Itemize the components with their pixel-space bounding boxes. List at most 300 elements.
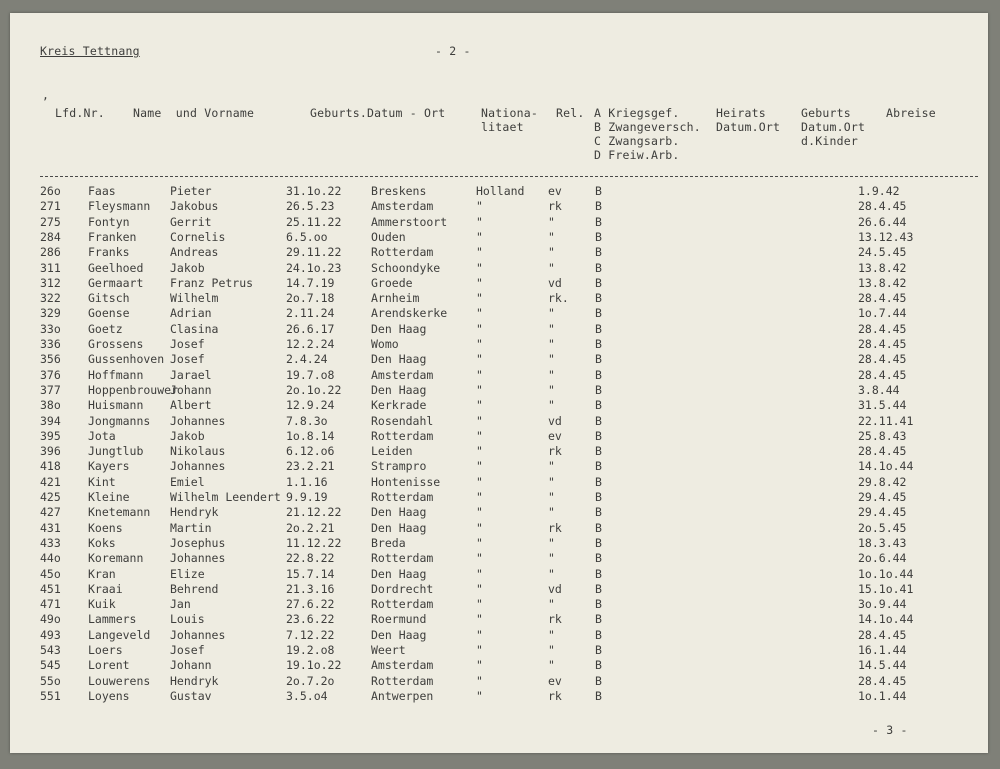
- row-number: 271: [40, 199, 61, 214]
- category: B: [595, 382, 602, 397]
- col-header-marriage: Heirats Datum.Ort: [716, 106, 781, 134]
- given-name: Wilhelm Leendert: [170, 490, 281, 504]
- row-number: 33o: [40, 321, 61, 336]
- birth-place: Kerkrade: [371, 398, 427, 413]
- table-row: [10, 398, 988, 413]
- nationality: ": [476, 581, 483, 596]
- nationality: ": [476, 428, 483, 443]
- surname: Hoppenbrouwer: [88, 382, 179, 397]
- religion: rk: [548, 688, 562, 703]
- nationality: ": [476, 520, 483, 535]
- birth-place: Ammerstoort: [371, 214, 448, 229]
- surname: Loers: [88, 643, 123, 657]
- religion: ": [548, 260, 555, 275]
- category: B: [595, 260, 602, 275]
- category: B: [595, 229, 602, 244]
- nationality: ": [476, 398, 483, 413]
- row-number: 431: [40, 520, 61, 535]
- departure-date: 28.4.45: [858, 337, 907, 351]
- row-number: 329: [40, 306, 61, 321]
- surname: Goetz: [88, 321, 123, 336]
- surname: Jota: [88, 428, 116, 443]
- birth-date: 23.6.22: [286, 612, 335, 627]
- religion: ": [548, 229, 555, 244]
- birth-date: 11.12.22: [286, 535, 342, 550]
- surname: Koens: [88, 520, 123, 535]
- religion: ": [548, 566, 555, 581]
- birth-date: 26.5.23: [286, 199, 335, 214]
- row-number: 356: [40, 352, 61, 367]
- birth-place: Den Haag: [371, 352, 427, 367]
- nationality: ": [476, 382, 483, 397]
- birth-date: 3.5.o4: [286, 688, 328, 703]
- religion: rk.: [548, 291, 569, 306]
- birth-place: Den Haag: [371, 520, 427, 535]
- table-row: [10, 322, 988, 337]
- table-row: [10, 383, 988, 398]
- nationality: ": [476, 367, 483, 382]
- religion: ": [548, 551, 555, 566]
- table-row: [10, 674, 988, 689]
- row-number: 311: [40, 260, 61, 275]
- table-row: [10, 567, 988, 582]
- table-row: [10, 215, 988, 230]
- birth-place: Antwerpen: [371, 688, 434, 703]
- given-name: Emiel: [170, 474, 205, 489]
- departure-date: 1.9.42: [858, 184, 900, 198]
- surname: Loyens: [88, 688, 130, 703]
- nationality: ": [476, 214, 483, 229]
- row-number: 418: [40, 459, 61, 474]
- surname: Germaart: [88, 275, 144, 290]
- category: B: [595, 597, 602, 612]
- surname: Lorent: [88, 658, 130, 673]
- birth-place: Arnheim: [371, 291, 420, 306]
- religion: ": [548, 658, 555, 673]
- surname: Hoffmann: [88, 367, 144, 382]
- religion: ev: [548, 673, 562, 688]
- row-number: 551: [40, 688, 61, 703]
- category: B: [595, 444, 602, 459]
- category: B: [595, 367, 602, 382]
- birth-date: 6.5.oo: [286, 229, 328, 244]
- given-name: Jakob: [170, 260, 205, 275]
- surname: Kraai: [88, 581, 123, 596]
- document-title: Kreis Tettnang: [40, 44, 140, 58]
- birth-place: Arendskerke: [371, 306, 448, 321]
- row-number: 394: [40, 413, 61, 428]
- departure-date: 28.4.45: [858, 627, 907, 642]
- departure-date: 29.4.45: [858, 490, 907, 504]
- row-number: 376: [40, 367, 61, 382]
- nationality: ": [476, 413, 483, 428]
- religion: vd: [548, 413, 562, 428]
- category: B: [595, 184, 602, 198]
- religion: ": [548, 398, 555, 413]
- given-name: Elize: [170, 566, 205, 581]
- nationality: ": [476, 321, 483, 336]
- departure-date: 28.4.45: [858, 444, 907, 459]
- religion: vd: [548, 581, 562, 596]
- document-page: [10, 13, 988, 753]
- departure-date: 28.4.45: [858, 673, 907, 688]
- row-number: 471: [40, 597, 61, 612]
- row-number: 543: [40, 643, 61, 657]
- col-header-category: A Kriegsgef. B Zwangeversch. C Zwangsarb. D Freiw.Arb.: [594, 106, 701, 162]
- birth-date: 21.3.16: [286, 581, 335, 596]
- surname: Fleysmann: [88, 199, 151, 214]
- birth-date: 2.11.24: [286, 306, 335, 321]
- row-number: 55o: [40, 673, 61, 688]
- given-name: Louis: [170, 612, 205, 627]
- surname: Franken: [88, 229, 137, 244]
- table-row: [10, 643, 988, 658]
- table-row: [10, 199, 988, 214]
- religion: ": [548, 627, 555, 642]
- surname: Kleine: [88, 490, 130, 504]
- given-name: Johannes: [170, 627, 226, 642]
- birth-place: Weert: [371, 643, 406, 657]
- given-name: Albert: [170, 398, 212, 413]
- surname: Gitsch: [88, 291, 130, 306]
- table-row: [10, 689, 988, 704]
- nationality: ": [476, 245, 483, 260]
- birth-place: Den Haag: [371, 505, 427, 520]
- table-row: [10, 352, 988, 367]
- departure-date: 14.1o.44: [858, 459, 914, 474]
- row-number: 451: [40, 581, 61, 596]
- given-name: Jarael: [170, 367, 212, 382]
- given-name: Martin: [170, 520, 212, 535]
- given-name: Hendryk: [170, 505, 219, 520]
- table-row: [10, 505, 988, 520]
- row-number: 286: [40, 245, 61, 260]
- surname: Koremann: [88, 551, 144, 566]
- nationality: ": [476, 229, 483, 244]
- religion: ": [548, 214, 555, 229]
- row-number: 45o: [40, 566, 61, 581]
- table-row: [10, 184, 988, 199]
- nationality: ": [476, 673, 483, 688]
- birth-place: Rotterdam: [371, 490, 434, 504]
- birth-date: 22.8.22: [286, 551, 335, 566]
- row-number: 377: [40, 382, 61, 397]
- surname: Fontyn: [88, 214, 130, 229]
- birth-date: 19.7.o8: [286, 367, 335, 382]
- row-number: 493: [40, 627, 61, 642]
- birth-place: Ouden: [371, 229, 406, 244]
- row-number: 545: [40, 658, 61, 673]
- surname: Louwerens: [88, 673, 151, 688]
- birth-date: 24.1o.23: [286, 260, 342, 275]
- birth-place: Dordrecht: [371, 581, 434, 596]
- category: B: [595, 643, 602, 657]
- table-row: [10, 612, 988, 627]
- departure-date: 1o.1.44: [858, 688, 907, 703]
- birth-place: Schoondyke: [371, 260, 441, 275]
- surname: Huismann: [88, 398, 144, 413]
- surname: Lammers: [88, 612, 137, 627]
- table-row: [10, 490, 988, 505]
- birth-place: Amsterdam: [371, 658, 434, 673]
- religion: ": [548, 474, 555, 489]
- nationality: ": [476, 260, 483, 275]
- nationality: ": [476, 459, 483, 474]
- birth-place: Amsterdam: [371, 367, 434, 382]
- departure-date: 18.3.43: [858, 535, 907, 550]
- table-row: [10, 429, 988, 444]
- surname: Faas: [88, 184, 116, 198]
- surname: Grossens: [88, 337, 144, 351]
- row-number: 395: [40, 428, 61, 443]
- surname: Knetemann: [88, 505, 151, 520]
- birth-place: Den Haag: [371, 627, 427, 642]
- departure-date: 1o.1o.44: [858, 566, 914, 581]
- nationality: ": [476, 444, 483, 459]
- surname: Kuik: [88, 597, 116, 612]
- nationality: ": [476, 275, 483, 290]
- departure-date: 28.4.45: [858, 291, 907, 306]
- religion: ": [548, 321, 555, 336]
- departure-date: 28.4.45: [858, 199, 907, 214]
- nationality: Holland: [476, 184, 525, 198]
- birth-date: 15.7.14: [286, 566, 335, 581]
- category: B: [595, 245, 602, 260]
- birth-date: 25.11.22: [286, 214, 342, 229]
- birth-date: 12.2.24: [286, 337, 335, 351]
- religion: ev: [548, 184, 562, 198]
- birth-place: Groede: [371, 275, 413, 290]
- birth-date: 2o.2.21: [286, 520, 335, 535]
- row-number: 284: [40, 229, 61, 244]
- category: B: [595, 474, 602, 489]
- surname: Kayers: [88, 459, 130, 474]
- religion: rk: [548, 199, 562, 214]
- birth-date: 1.1.16: [286, 474, 328, 489]
- religion: ": [548, 245, 555, 260]
- birth-place: Rotterdam: [371, 551, 434, 566]
- category: B: [595, 551, 602, 566]
- birth-date: 1o.8.14: [286, 428, 335, 443]
- given-name: Clasina: [170, 321, 219, 336]
- col-header-name: Name und Vorname: [133, 106, 255, 120]
- given-name: Andreas: [170, 245, 219, 260]
- birth-date: 2o.1o.22: [286, 382, 342, 397]
- departure-date: 28.4.45: [858, 321, 907, 336]
- birth-place: Rotterdam: [371, 428, 434, 443]
- category: B: [595, 214, 602, 229]
- nationality: ": [476, 306, 483, 321]
- given-name: Pieter: [170, 184, 212, 198]
- nationality: ": [476, 474, 483, 489]
- given-name: Adrian: [170, 306, 212, 321]
- birth-date: 31.1o.22: [286, 184, 342, 198]
- birth-date: 19.2.o8: [286, 643, 335, 657]
- nationality: ": [476, 199, 483, 214]
- table-row: [10, 628, 988, 643]
- departure-date: 3o.9.44: [858, 597, 907, 612]
- surname: Jungtlub: [88, 444, 144, 459]
- nationality: ": [476, 643, 483, 657]
- row-number: 38o: [40, 398, 61, 413]
- birth-place: Amsterdam: [371, 199, 434, 214]
- row-number: 275: [40, 214, 61, 229]
- departure-date: 29.4.45: [858, 505, 907, 520]
- birth-place: Strampro: [371, 459, 427, 474]
- table-row: [10, 414, 988, 429]
- birth-date: 23.2.21: [286, 459, 335, 474]
- birth-date: 2.4.24: [286, 352, 328, 367]
- category: B: [595, 581, 602, 596]
- row-number: 421: [40, 474, 61, 489]
- departure-date: 3.8.44: [858, 382, 900, 397]
- given-name: Cornelis: [170, 229, 226, 244]
- given-name: Johann: [170, 658, 212, 673]
- birth-place: Rotterdam: [371, 597, 434, 612]
- birth-date: 14.7.19: [286, 275, 335, 290]
- birth-date: 19.1o.22: [286, 658, 342, 673]
- birth-place: Rosendahl: [371, 413, 434, 428]
- row-number: 336: [40, 337, 61, 351]
- religion: ": [548, 490, 555, 504]
- table-row: [10, 245, 988, 260]
- religion: ": [548, 505, 555, 520]
- category: B: [595, 275, 602, 290]
- birth-date: 21.12.22: [286, 505, 342, 520]
- category: B: [595, 688, 602, 703]
- departure-date: 22.11.41: [858, 413, 914, 428]
- birth-date: 6.12.o6: [286, 444, 335, 459]
- category: B: [595, 627, 602, 642]
- row-number: 427: [40, 505, 61, 520]
- table-row: [10, 521, 988, 536]
- departure-date: 14.1o.44: [858, 612, 914, 627]
- table-row: [10, 475, 988, 490]
- category: B: [595, 520, 602, 535]
- given-name: Josephus: [170, 535, 226, 550]
- given-name: Nikolaus: [170, 444, 226, 459]
- nationality: ": [476, 535, 483, 550]
- religion: ": [548, 382, 555, 397]
- given-name: Josef: [170, 337, 205, 351]
- departure-date: 26.6.44: [858, 214, 907, 229]
- surname: Geelhoed: [88, 260, 144, 275]
- table-row: [10, 337, 988, 352]
- departure-date: 13.12.43: [858, 229, 914, 244]
- religion: ": [548, 459, 555, 474]
- given-name: Jan: [170, 597, 191, 612]
- surname: Kran: [88, 566, 116, 581]
- birth-date: 9.9.19: [286, 490, 328, 504]
- category: B: [595, 612, 602, 627]
- col-header-children: Geburts Datum.Ort d.Kinder: [801, 106, 866, 148]
- col-header-departure: Abreise: [886, 106, 936, 120]
- birth-date: 26.6.17: [286, 321, 335, 336]
- table-row: [10, 658, 988, 673]
- header-divider: [40, 176, 978, 177]
- row-number: 396: [40, 444, 61, 459]
- birth-place: Den Haag: [371, 321, 427, 336]
- surname: Franks: [88, 245, 130, 260]
- birth-place: Den Haag: [371, 566, 427, 581]
- table-row: [10, 551, 988, 566]
- category: B: [595, 321, 602, 336]
- religion: ev: [548, 428, 562, 443]
- surname: Gussenhoven: [88, 352, 165, 367]
- col-header-lfd-nr: Lfd.Nr.: [55, 106, 105, 120]
- birth-place: Den Haag: [371, 382, 427, 397]
- surname: Langeveld: [88, 627, 151, 642]
- surname: Jongmanns: [88, 413, 151, 428]
- birth-date: 2o.7.2o: [286, 673, 335, 688]
- page-number: - 2 -: [435, 44, 471, 58]
- religion: ": [548, 337, 555, 351]
- table-row: [10, 582, 988, 597]
- religion: ": [548, 352, 555, 367]
- religion: ": [548, 306, 555, 321]
- category: B: [595, 291, 602, 306]
- surname: Koks: [88, 535, 116, 550]
- given-name: Franz Petrus: [170, 275, 254, 290]
- nationality: ": [476, 291, 483, 306]
- departure-date: 2o.6.44: [858, 551, 907, 566]
- row-number: 26o: [40, 184, 61, 198]
- religion: ": [548, 597, 555, 612]
- table-row: [10, 597, 988, 612]
- category: B: [595, 566, 602, 581]
- departure-date: 1o.7.44: [858, 306, 907, 321]
- birth-date: 29.11.22: [286, 245, 342, 260]
- stray-mark: ,: [42, 88, 50, 102]
- surname: Goense: [88, 306, 130, 321]
- table-row: [10, 276, 988, 291]
- category: B: [595, 459, 602, 474]
- category: B: [595, 398, 602, 413]
- row-number: 312: [40, 275, 61, 290]
- table-row: [10, 444, 988, 459]
- birth-date: 12.9.24: [286, 398, 335, 413]
- given-name: Josef: [170, 352, 205, 367]
- departure-date: 15.1o.41: [858, 581, 914, 596]
- given-name: Johannes: [170, 413, 226, 428]
- birth-place: Womo: [371, 337, 399, 351]
- departure-date: 29.8.42: [858, 474, 907, 489]
- row-number: 425: [40, 490, 61, 504]
- religion: vd: [548, 275, 562, 290]
- nationality: ": [476, 505, 483, 520]
- col-header-religion: Rel.: [556, 106, 585, 120]
- category: B: [595, 352, 602, 367]
- birth-date: 2o.7.18: [286, 291, 335, 306]
- category: B: [595, 673, 602, 688]
- birth-place: Breskens: [371, 184, 427, 198]
- given-name: Jakobus: [170, 199, 219, 214]
- birth-place: Rotterdam: [371, 245, 434, 260]
- row-number: 433: [40, 535, 61, 550]
- surname: Kint: [88, 474, 116, 489]
- table-row: [10, 459, 988, 474]
- category: B: [595, 199, 602, 214]
- birth-place: Hontenisse: [371, 474, 441, 489]
- birth-place: Breda: [371, 535, 406, 550]
- table-row: [10, 230, 988, 245]
- row-number: 44o: [40, 551, 61, 566]
- nationality: ": [476, 688, 483, 703]
- given-name: Johannes: [170, 551, 226, 566]
- given-name: Gustav: [170, 688, 212, 703]
- departure-date: 24.5.45: [858, 245, 907, 260]
- category: B: [595, 428, 602, 443]
